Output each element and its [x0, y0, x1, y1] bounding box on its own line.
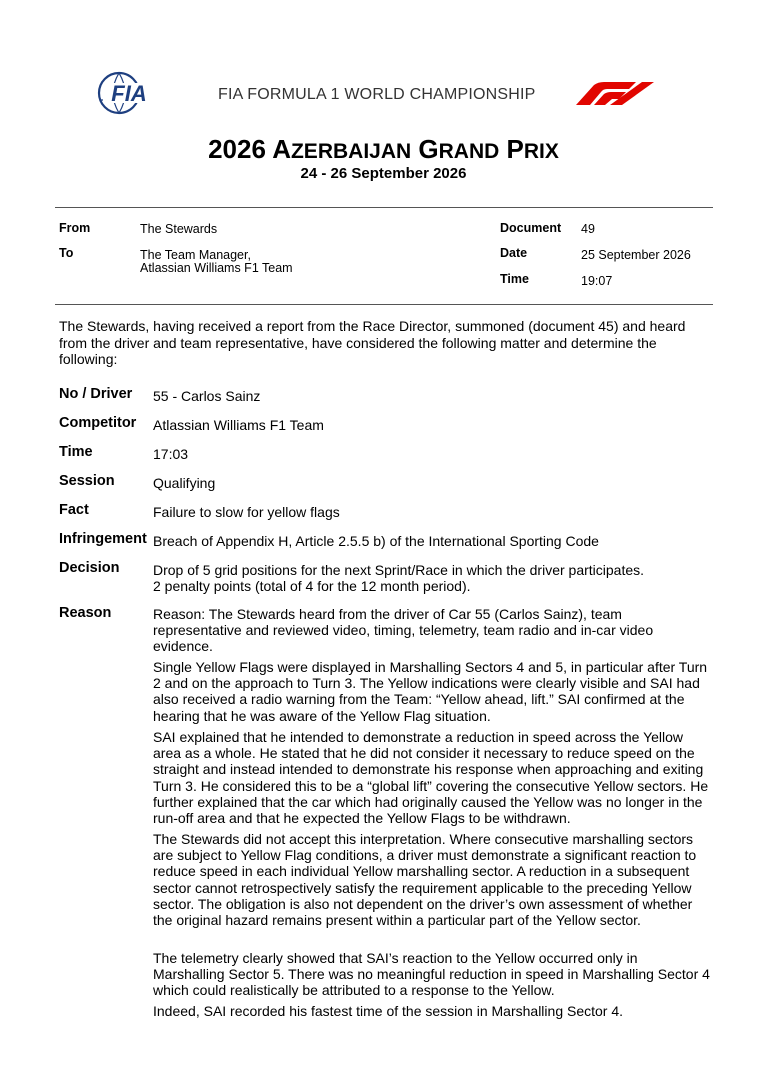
reason-paragraph-1: Reason: The Stewards heard from the driver of Car 55 (Carlos Sainz), team representative and reviewed video, timing, telemetry, team radio and in-car video evidence.: [153, 606, 654, 655]
divider-bottom: [55, 304, 713, 305]
driver-label: No / Driver: [59, 386, 133, 402]
event-dates: 24 - 26 September 2026: [300, 165, 467, 182]
reason-paragraph-5: The telemetry clearly showed that SAI’s reaction to the Yellow occurred only in Marshalling Sector 5. There was no meaningful reduction in speed in Marshalling Sector 4 which could realistically be attributed to a response to the Yellow.: [153, 950, 710, 999]
divider-top: [55, 207, 713, 208]
infringement-label: Infringement: [59, 531, 147, 547]
page-title: 2026 AZERBAIJAN GRAND PRIX: [208, 134, 559, 164]
reason-paragraph-4: The Stewards did not accept this interpretation. Where consecutive marshalling sectors are subject to Yellow Flag conditions, a driver must demonstrate a significant reaction to reduce speed in each individual Yellow marshalling sector. A reduction in a subsequent sector cannot retrospectively satisfy the requirement applicable to the preceding Yellow sector. The obligation is also not dependent on the driver’s own assessment of whether the original hazard remains present within a particular part of the Yellow sector.: [153, 831, 697, 929]
incident-time-label: Time: [59, 444, 93, 460]
session-value: Qualifying: [153, 475, 216, 491]
competitor-label: Competitor: [59, 415, 137, 431]
intro-paragraph: The Stewards, having received a report from the Race Director, summoned (document 45) and heard from the driver and team representative, have considered the following matter and determine the following:: [59, 318, 686, 367]
decision-line-2: 2 penalty points (total of 4 for the 12 month period).: [153, 578, 471, 594]
date-value: 25 September 2026: [581, 248, 691, 262]
fact-value: Failure to slow for yellow flags: [153, 504, 340, 520]
document-label: Document: [500, 221, 562, 235]
fact-label: Fact: [59, 502, 89, 518]
document-value: 49: [581, 222, 595, 236]
competitor-value: Atlassian Williams F1 Team: [153, 417, 324, 433]
f1-logo: [574, 81, 666, 106]
to-line-1: The Team Manager,: [140, 248, 251, 262]
reason-paragraph-3: SAI explained that he intended to demonstrate a reduction in speed across the Yellow area as a whole. He stated that he did not consider it necessary to reduce speed on the straight and instead intended to demonstrate his response when approaching and exiting Turn 3. He considered this to be a “global lift” covering the consecutive Yellow sectors. He further explained that the car which had originally caused the Yellow was no longer in the run-off area and that he expected the Yellow Flags to be withdrawn.: [153, 729, 709, 827]
incident-time-value: 17:03: [153, 446, 189, 462]
fia-logo-text: FIA: [111, 81, 147, 106]
session-label: Session: [59, 473, 115, 489]
from-value: The Stewards: [140, 222, 218, 236]
decision-label: Decision: [59, 560, 120, 576]
fia-logo: [97, 71, 161, 115]
to-line-2: Atlassian Williams F1 Team: [140, 261, 293, 275]
championship-title: FIA FORMULA 1 WORLD CHAMPIONSHIP: [218, 86, 536, 103]
reason-label: Reason: [59, 605, 112, 621]
reason-paragraph-6: Indeed, SAI recorded his fastest time of the session in Marshalling Sector 4.: [153, 1003, 624, 1019]
infringement-value: Breach of Appendix H, Article 2.5.5 b) of the International Sporting Code: [153, 533, 599, 549]
time-value: 19:07: [581, 274, 613, 288]
to-label: To: [59, 246, 74, 260]
driver-value: 55 - Carlos Sainz: [153, 388, 261, 404]
decision-line-1: Drop of 5 grid positions for the next Sprint/Race in which the driver participates.: [153, 562, 645, 578]
date-label: Date: [500, 246, 528, 260]
time-label: Time: [500, 272, 529, 286]
from-label: From: [59, 221, 91, 235]
reason-paragraph-2: Single Yellow Flags were displayed in Marshalling Sectors 4 and 5, in particular after Turn 2 and on the approach to Turn 3. The Yellow indications were clearly visible and SAI had also received a radio warning from the Team: “Yellow ahead, lift.” SAI confirmed at the hearing that he was aware of the Yellow Flag situation.: [153, 659, 708, 724]
